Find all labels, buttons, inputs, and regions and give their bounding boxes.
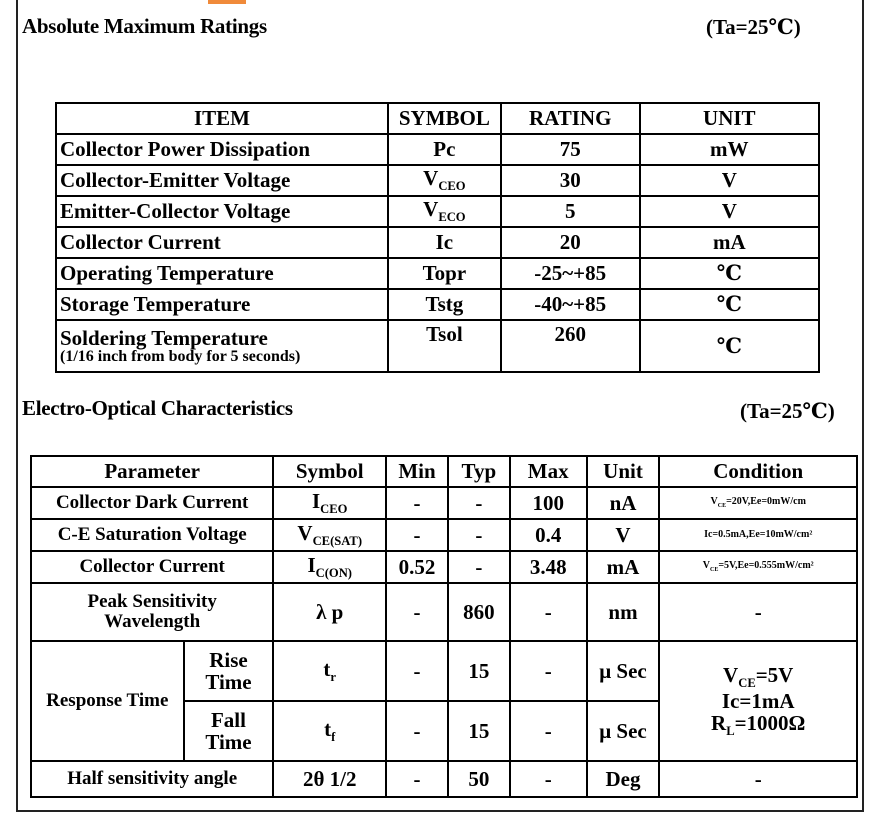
symbol-cell: Topr	[388, 258, 501, 289]
min-cell: -	[386, 641, 448, 701]
page-border-right	[862, 0, 864, 812]
max-cell: -	[510, 761, 587, 797]
symbol-cell: $I_{CEO}$	[273, 487, 386, 519]
parameter-cell: Half sensitivity angle	[31, 761, 273, 797]
table-row	[56, 134, 819, 165]
min-cell: -	[386, 701, 448, 761]
unit-cell: ℃	[640, 289, 819, 320]
condition-cell: $V_{CE}=5V,Ee=0.555mW$/cm²	[659, 551, 857, 583]
max-cell: -	[510, 701, 587, 761]
max-cell: 100	[510, 487, 587, 519]
unit-cell: ℃	[640, 320, 819, 372]
header-symbol: Symbol	[273, 456, 386, 487]
typ-cell: -	[448, 519, 510, 551]
max-cell: -	[510, 641, 587, 701]
unit-cell: mA	[587, 551, 660, 583]
parameter-cell: Response Time	[31, 641, 184, 761]
sub-parameter-cell: Rise Time	[184, 641, 274, 701]
typ-cell: 50	[448, 761, 510, 797]
unit-cell: mW	[640, 134, 819, 165]
header-unit: Unit	[587, 456, 660, 487]
typ-cell: 15	[448, 641, 510, 701]
sub-parameter-cell: Fall Time	[184, 701, 274, 761]
min-cell: -	[386, 583, 448, 641]
condition-cell: -	[659, 761, 857, 797]
min-cell: -	[386, 519, 448, 551]
header-item: ITEM	[56, 103, 388, 134]
symbol-cell: $V_{CEO}$	[388, 165, 501, 196]
symbol-cell: λ p	[273, 583, 386, 641]
condition-cell: $V_{CE}=5V$ Ic=1mA $R_L=1000\Omega$	[659, 641, 857, 761]
table-header-row	[56, 103, 819, 134]
min-cell: -	[386, 487, 448, 519]
item-cell: Storage Temperature	[56, 289, 388, 320]
condition-cell: $V_{CE}=20V,Ee=0mW/cm$	[659, 487, 857, 519]
item-cell: Operating Temperature	[56, 258, 388, 289]
unit-cell: V	[640, 196, 819, 227]
typ-cell: 860	[448, 583, 510, 641]
rating-cell: 260	[501, 320, 640, 372]
eo-table	[30, 455, 858, 798]
table-row	[31, 487, 857, 519]
eo-title: Electro-Optical Characteristics	[22, 396, 293, 420]
unit-cell: mA	[640, 227, 819, 258]
item-note: (1/16 inch from body for 5 seconds)	[60, 347, 301, 365]
parameter-cell: C-E Saturation Voltage	[31, 519, 273, 551]
unit-cell: nm	[587, 583, 660, 641]
unit-cell: Deg	[587, 761, 660, 797]
header-typ: Typ	[448, 456, 510, 487]
typ-cell: -	[448, 551, 510, 583]
item-cell: Emitter-Collector Voltage	[56, 196, 388, 227]
header-min: Min	[386, 456, 448, 487]
table-row	[31, 641, 857, 701]
header-symbol: SYMBOL	[388, 103, 501, 134]
table-row	[56, 320, 819, 372]
unit-cell: nA	[587, 487, 660, 519]
max-cell: 0.4	[510, 519, 587, 551]
page-border-left	[16, 0, 18, 812]
parameter-cell: Collector Dark Current	[31, 487, 273, 519]
orange-mark	[208, 0, 246, 4]
table-row	[56, 227, 819, 258]
table-row	[31, 551, 857, 583]
rating-cell: 20	[501, 227, 640, 258]
min-cell: 0.52	[386, 551, 448, 583]
unit-cell: μ Sec	[587, 701, 660, 761]
header-condition: Condition	[659, 456, 857, 487]
header-parameter: Parameter	[31, 456, 273, 487]
typ-cell: 15	[448, 701, 510, 761]
symbol-cell: Tstg	[388, 289, 501, 320]
header-rating: RATING	[501, 103, 640, 134]
rating-cell: 75	[501, 134, 640, 165]
table-row	[31, 583, 857, 641]
symbol-cell: $I_{C(ON)}$	[273, 551, 386, 583]
table-row	[56, 196, 819, 227]
symbol-cell: $V_{ECO}$	[388, 196, 501, 227]
parameter-cell: Peak Sensitivity Wavelength	[31, 583, 273, 641]
table-row	[31, 519, 857, 551]
header-max: Max	[510, 456, 587, 487]
eo-condition: (Ta=25℃)	[740, 399, 835, 423]
symbol-cell: Tsol	[388, 320, 501, 372]
item-cell: Collector Current	[56, 227, 388, 258]
symbol-cell: 2θ 1/2	[273, 761, 386, 797]
symbol-cell: Pc	[388, 134, 501, 165]
unit-cell: V	[640, 165, 819, 196]
table-header-row	[31, 456, 857, 487]
abs-max-table	[55, 102, 820, 373]
abs-max-title: Absolute Maximum Ratings	[22, 14, 267, 38]
table-row	[56, 165, 819, 196]
item-cell: Collector Power Dissipation	[56, 134, 388, 165]
unit-cell: V	[587, 519, 660, 551]
parameter-cell: Collector Current	[31, 551, 273, 583]
unit-cell: ℃	[640, 258, 819, 289]
rating-cell: -25~+85	[501, 258, 640, 289]
symbol-cell: Ic	[388, 227, 501, 258]
condition-cell: -	[659, 583, 857, 641]
header-unit: UNIT	[640, 103, 819, 134]
table-row	[31, 761, 857, 797]
abs-max-condition: (Ta=25℃)	[706, 15, 801, 39]
min-cell: -	[386, 761, 448, 797]
symbol-cell: $t_f$	[273, 701, 386, 761]
table-row	[56, 258, 819, 289]
unit-cell: μ Sec	[587, 641, 660, 701]
rating-cell: -40~+85	[501, 289, 640, 320]
item-cell: Soldering Temperature (1/16 inch from body for 5 seconds)	[56, 320, 388, 372]
symbol-cell: $V_{CE(SAT)}$	[273, 519, 386, 551]
condition-cell: Ic=0.5mA,Ee=10mW/cm²	[659, 519, 857, 551]
symbol-cell: $t_r$	[273, 641, 386, 701]
table-row	[56, 289, 819, 320]
item-cell: Collector-Emitter Voltage	[56, 165, 388, 196]
typ-cell: -	[448, 487, 510, 519]
max-cell: -	[510, 583, 587, 641]
max-cell: 3.48	[510, 551, 587, 583]
page-border-bottom	[16, 810, 864, 812]
rating-cell: 5	[501, 196, 640, 227]
rating-cell: 30	[501, 165, 640, 196]
